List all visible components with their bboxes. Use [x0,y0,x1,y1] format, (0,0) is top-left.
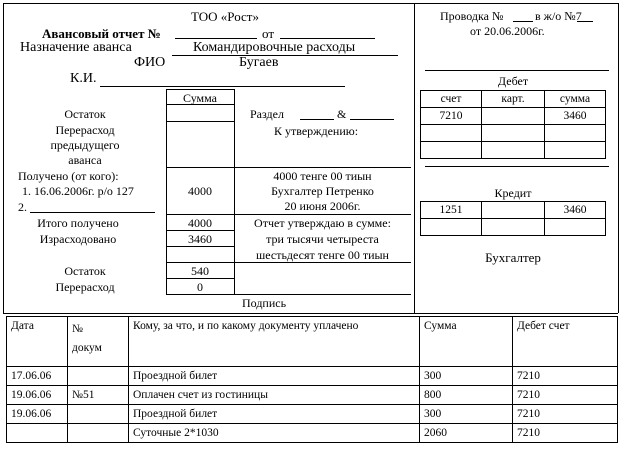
payment-row [7,424,618,443]
debit-cell [545,142,606,159]
total-received-label: Итого получено [37,216,119,230]
payments-header-row [7,317,618,367]
middle-line [234,214,411,215]
fio-label: ФИО [134,55,166,70]
spent-amount: 3460 [188,232,212,246]
accountant-line: Бухгалтер Петренко [271,184,374,198]
received-line-1: 1. 16.06.2006г. р/о 127 [22,184,134,198]
posting-number-line [513,21,533,22]
pererashod-prev-3: аванса [68,153,102,167]
total-received-amount: 4000 [188,216,212,230]
payment-date: 17.06.06 [7,367,68,386]
company-name: ТОО «Рост» [191,9,259,24]
sum-row-line [166,121,234,122]
payment-debit: 7210 [513,424,618,443]
debit-row [421,108,606,125]
col-doc-number [68,317,129,367]
report-date-line [280,38,375,39]
received-from-label: Получено (от кого): [18,169,119,183]
debit-cell: 3460 [545,108,606,125]
col-doc-number-1: № [72,323,83,335]
approve-text-2: три тысячи четыреста [266,232,379,246]
sum-row-line [166,214,234,215]
to-approve-label: К утверждению: [274,124,359,138]
journal-line [577,21,593,22]
payment-doc: №51 [68,386,129,405]
col-to-whom: Кому, за что, и по какому документу уплачено [129,317,420,367]
debit-header-row [421,91,606,108]
credit-cell [482,219,545,236]
debit-label: Дебет [497,74,529,88]
posting-journal: в ж/о №7 [535,9,582,23]
purpose-value: Командировочные расходы [193,40,356,55]
posting-line [425,70,609,71]
payment-date: 19.06.06 [7,405,68,424]
posting-date: от 20.06.2006г. [470,24,545,38]
payment-doc [68,405,129,424]
payment-debit: 7210 [513,367,618,386]
received-line-2-blank [30,212,155,213]
ki-line [100,86,345,87]
spent-label: Израсходовано [39,232,117,246]
debit-cell [482,142,545,159]
sum-header: Сумма [183,91,217,105]
debit-table [420,90,606,159]
credit-row [421,202,606,219]
debit-cell [421,125,482,142]
signature-label: Подпись [242,296,287,310]
payment-row [7,405,618,424]
middle-line [234,167,411,168]
frame-left [3,3,4,313]
debit-cell [482,125,545,142]
date-line: 20 июня 2006г. [284,199,361,213]
col-doc-number-2: докум [72,342,102,354]
sum-col-top [166,89,234,90]
payment-desc: Проездной билет [129,405,420,424]
payment-date [7,424,68,443]
signature-line [234,294,411,295]
payment-row [7,386,618,405]
payment-desc: Проездной билет [129,367,420,386]
credit-cell [421,219,482,236]
date-prefix: от [262,26,275,41]
pererashod-end-amount: 0 [197,280,203,294]
payment-date: 19.06.06 [7,386,68,405]
col-debit: Дебет счет [513,317,618,367]
pererashod-prev-2: предыдущего [50,138,120,152]
approve-text-1: Отчет утверждаю в сумме: [254,216,391,230]
posting-line [425,166,609,167]
payments-table [6,316,618,443]
fio-value: Бугаев [239,55,279,70]
credit-cell: 1251 [421,202,482,219]
sum-row-line [166,104,234,105]
received-line-2: 2. [18,200,27,214]
debit-row [421,142,606,159]
debit-row [421,125,606,142]
report-number-line [175,38,257,39]
credit-table [420,201,606,236]
debit-cell: 7210 [421,108,482,125]
razdel-line [300,119,334,120]
approve-text-3: шестьдесят тенге 00 тиын [256,248,389,262]
credit-cell [545,219,606,236]
middle-line [234,262,411,263]
frame-bottom [3,313,618,314]
report-title: Авансовый отчет № [42,26,161,41]
credit-cell: 3460 [545,202,606,219]
credit-row [421,219,606,236]
credit-cell [482,202,545,219]
payment-doc [68,367,129,386]
pererashod-end-label: Перерасход [55,280,115,294]
payment-doc [68,424,129,443]
posting-title: Проводка № [440,9,504,23]
debit-col-sum: сумма [545,91,606,108]
ostatok-label: Остаток [64,107,106,121]
debit-cell [421,142,482,159]
payment-amount: 300 [420,405,513,424]
payment-amount: 2060 [420,424,513,443]
purpose-label: Назначение аванса [20,40,132,55]
payment-desc: Суточные 2*1030 [129,424,420,443]
col-amount: Сумма [420,317,513,367]
frame-right [618,3,619,313]
payment-debit: 7210 [513,386,618,405]
ki-label: К.И. [70,71,97,86]
ostatok-end-label: Остаток [64,264,106,278]
frame-top [3,3,618,4]
debit-col-card: карт. [482,91,545,108]
payment-desc: Оплачен счет из гостиницы [129,386,420,405]
col-date: Дата [7,317,68,367]
frame-divider [414,3,415,313]
pererashod-prev-1: Перерасход [55,123,115,137]
razdel-label: Раздел [250,107,284,121]
debit-cell [482,108,545,125]
debit-cell [545,125,606,142]
payment-row [7,367,618,386]
razdel-line-2 [350,119,394,120]
debit-col-account: счет [421,91,482,108]
razdel-amp: & [337,107,347,121]
received-line-1-amount: 4000 [188,184,212,198]
payment-amount: 800 [420,386,513,405]
ostatok-end-amount: 540 [191,264,209,278]
payment-debit: 7210 [513,405,618,424]
credit-label: Кредит [494,186,532,200]
sum-row-line [166,167,234,168]
posting-accountant: Бухгалтер [485,250,541,265]
amount-line: 4000 тенге 00 тиын [273,169,372,183]
payment-amount: 300 [420,367,513,386]
sum-row-line [166,262,234,263]
